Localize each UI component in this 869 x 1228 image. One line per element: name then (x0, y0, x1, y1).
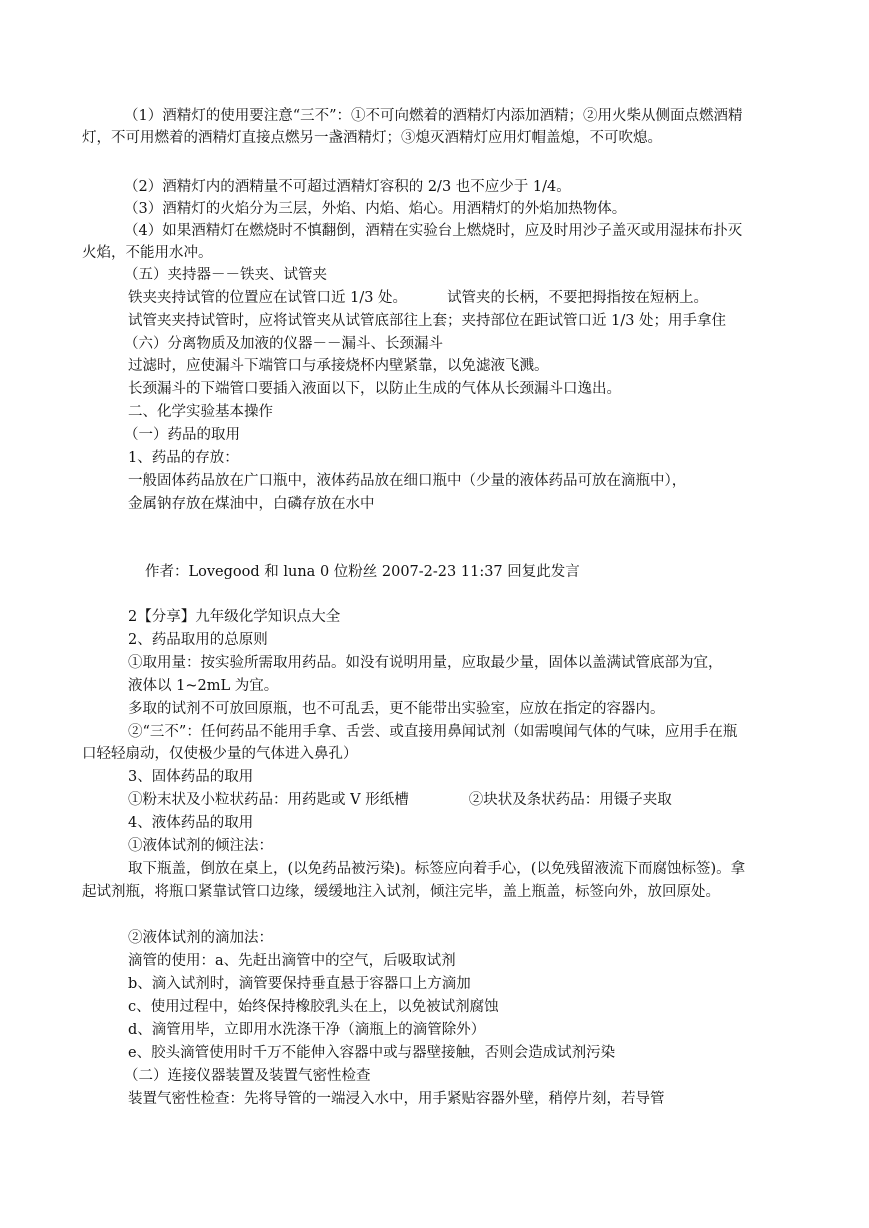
text-line: 金属钠存放在煤油中，白磷存放在水中 (128, 496, 375, 512)
section-heading: （六）分离物质及加液的仪器－－漏斗、长颈漏斗 (124, 336, 443, 352)
text-line: 长颈漏斗的下端管口要插入液面以下，以防止生成的气体从长颈漏斗口逸出。 (128, 381, 621, 397)
text-line: （2）酒精灯内的酒精量不可超过酒精灯容积的 2/3 也不应少于 1/4。 (124, 179, 571, 195)
text-line: 液体以 1~2mL 为宜。 (128, 678, 279, 694)
section-heading: （一）药品的取用 (124, 427, 240, 443)
text-line: 多取的试剂不可放回原瓶，也不可乱丢，更不能带出实验室，应放在指定的容器内。 (128, 701, 665, 717)
text-line: 装置气密性检查：先将导管的一端浸入水中，用手紧贴容器外壁，稍停片刻，若导管 (128, 1091, 665, 1107)
text-line: 试管夹夹持试管时，应将试管夹从试管底部往上套；夹持部位在距试管口近 1/3 处；用手拿住 (128, 313, 727, 329)
text-segment: 铁夹夹持试管的位置应在试管口近 1/3 处。 (128, 290, 408, 306)
text-line: （1）酒精灯的使用要注意“三不”：①不可向燃着的酒精灯内添加酒精；②用火柴从侧面点燃酒精 (124, 108, 743, 124)
text-line: 滴管的使用：a、先赶出滴管中的空气，后吸取试剂 (128, 953, 456, 969)
section-heading: （五）夹持器－－铁夹、试管夹 (124, 267, 327, 283)
text-line: 过滤时，应使漏斗下端管口与承接烧杯内壁紧靠，以免滤液飞溅。 (128, 358, 549, 374)
post-author-line: 作者：Lovegood 和 luna 0 位粉丝 2007-2-23 11:37 回复此发言 (145, 564, 580, 580)
text-line (0, 790, 869, 810)
section-heading: 4、液体药品的取用 (128, 815, 254, 831)
text-line: 灯，不可用燃着的酒精灯直接点燃另一盏酒精灯；③熄灭酒精灯应用灯帽盖熄，不可吹熄。 (82, 130, 662, 146)
text-line: （4）如果酒精灯在燃烧时不慎翻倒，酒精在实验台上燃烧时，应及时用沙子盖灭或用湿抹布扑灭 (124, 223, 743, 239)
text-segment: 试管夹的长柄，不要把拇指按在短柄上。 (447, 290, 709, 306)
text-line: b、滴入试剂时，滴管要保持垂直悬于容器口上方滴加 (128, 976, 471, 992)
text-line: 1、药品的存放： (128, 450, 239, 466)
text-line: ①取用量：按实验所需取用药品。如没有说明用量，应取最少量，固体以盖满试管底部为宜， (128, 655, 723, 671)
section-heading: 3、固体药品的取用 (128, 769, 254, 785)
text-line: 火焰，不能用水冲。 (82, 245, 213, 261)
post-title: 2【分享】九年级化学知识点大全 (128, 609, 341, 625)
text-line: c、使用过程中，始终保持橡胶乳头在上，以免被试剂腐蚀 (128, 999, 499, 1015)
text-line: 一般固体药品放在广口瓶中，液体药品放在细口瓶中（少量的液体药品可放在滴瓶中）， (128, 473, 687, 489)
text-line: d、滴管用毕，立即用水洗涤干净（滴瓶上的滴管除外） (128, 1022, 486, 1038)
text-segment: ②块状及条状药品：用镊子夹取 (468, 792, 672, 808)
text-line: ①液体试剂的倾注法： (128, 838, 273, 854)
text-line: 起试剂瓶，将瓶口紧靠试管口边缘，缓缓地注入试剂，倾注完毕，盖上瓶盖，标签向外，放回原处。 (82, 884, 720, 900)
text-segment: ①粉末状及小粒状药品：用药匙或 V 形纸槽 (128, 792, 409, 808)
section-heading: 二、化学实验基本操作 (128, 404, 273, 420)
section-heading: 2、药品取用的总原则 (128, 632, 268, 648)
text-line: ②液体试剂的滴加法： (128, 930, 273, 946)
text-line: ②“三不”：任何药品不能用手拿、舌尝、或直接用鼻闻试剂（如需嗅闻气体的气味，应用手在瓶 (128, 724, 738, 740)
text-line: （3）酒精灯的火焰分为三层，外焰、内焰、焰心。用酒精灯的外焰加热物体。 (124, 201, 627, 217)
text-line: 取下瓶盖，倒放在桌上，(以免药品被污染)。标签应向着手心，(以免残留液流下而腐蚀标签)。拿 (128, 861, 746, 877)
text-line: e、胶头滴管使用时千万不能伸入容器中或与器壁接触，否则会造成试剂污染 (128, 1045, 616, 1061)
section-heading: （二）连接仪器装置及装置气密性检查 (124, 1068, 371, 1084)
text-line (0, 288, 869, 308)
text-line: 口轻轻扇动，仅使极少量的气体进入鼻孔） (82, 746, 358, 762)
